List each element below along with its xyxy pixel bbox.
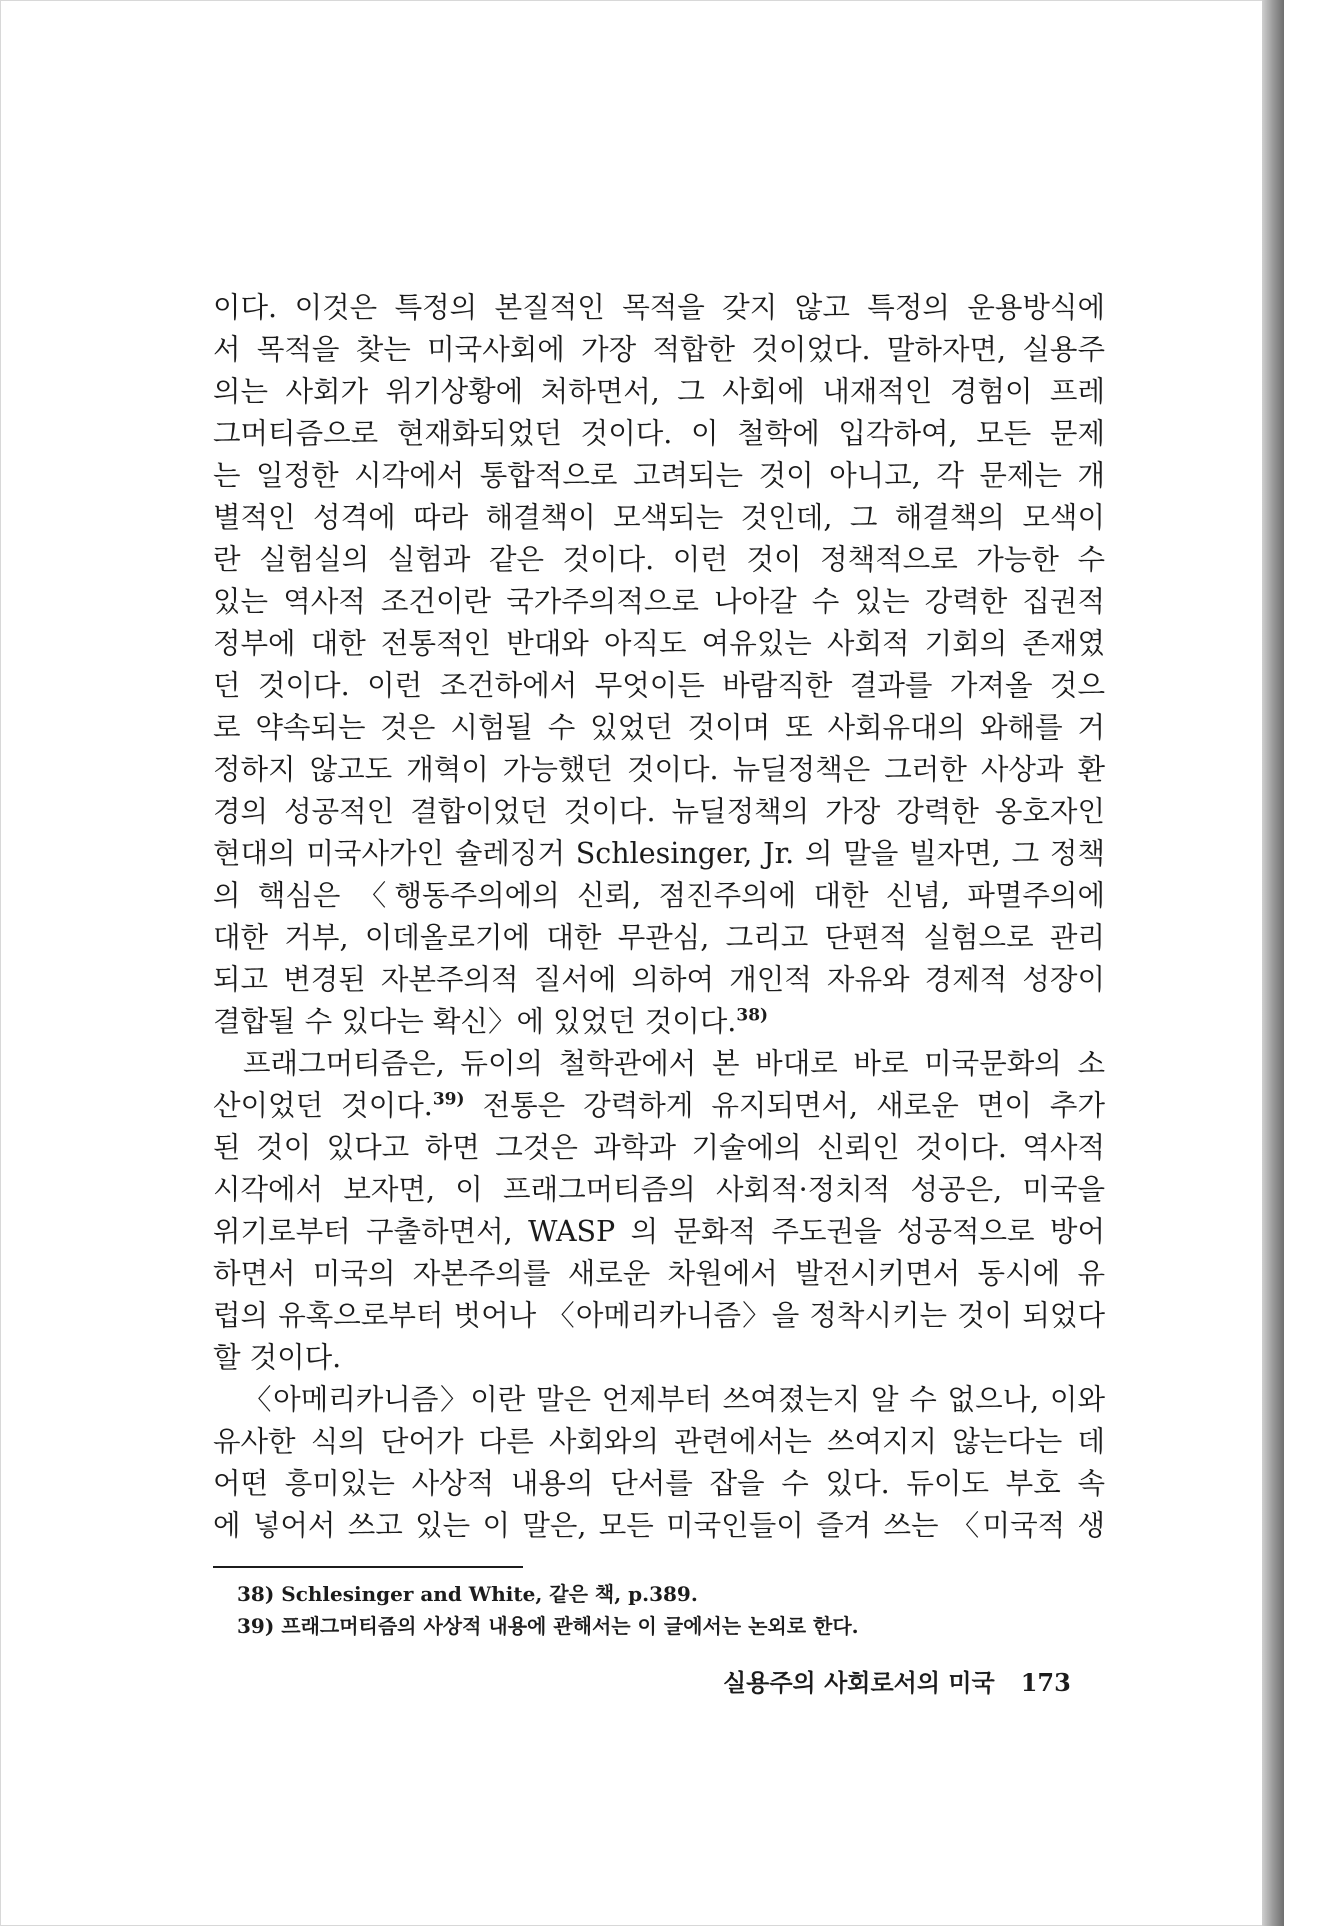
page-edge-shadow: [1262, 0, 1284, 1926]
text-line: 경의 성공적인 결합이었던 것이다. 뉴딜정책의 가장 강력한 옹호자인: [213, 795, 1105, 828]
text-line: 정부에 대한 전통적인 반대와 아직도 여유있는 사회적 기회의 존재였: [213, 627, 1105, 660]
text-line: 대한 거부, 이데올로기에 대한 무관심, 그리고 단편적 실험으로 관리: [213, 921, 1105, 954]
text-line: 프래그머티즘은, 듀이의 철학관에서 본 바대로 바로 미국문화의 소: [243, 1047, 1105, 1080]
text-line: 란 실험실의 실험과 같은 것이다. 이런 것이 정책적으로 가능한 수: [213, 543, 1105, 576]
text-line: 로 약속되는 것은 시험될 수 있었던 것이며 또 사회유대의 와해를 거: [213, 711, 1105, 744]
text-run: 결합될 수 있다는 확신〉에 있었던 것이다.: [213, 1005, 737, 1038]
footnote-38: 38) Schlesinger and White, 같은 책, p.389.: [237, 1582, 698, 1606]
text-line: 던 것이다. 이런 조건하에서 무엇이든 바람직한 결과를 가져올 것으: [213, 669, 1105, 702]
text-line: 그머티즘으로 현재화되었던 것이다. 이 철학에 입각하여, 모든 문제: [213, 417, 1105, 450]
footnote-ref-39[interactable]: 39): [432, 1089, 465, 1110]
text-line: 현대의 미국사가인 슐레징거 Schlesinger, Jr. 의 말을 빌자면, 그 정책: [213, 837, 1105, 870]
text-line: 는 일정한 시각에서 통합적으로 고려되는 것이 아니고, 각 문제는 개: [213, 459, 1105, 492]
text-run: 전통은 강력하게 유지되면서, 새로운 면이 추가: [464, 1089, 1105, 1122]
text-run: 산이었던 것이다.: [213, 1089, 433, 1122]
text-line: 하면서 미국의 자본주의를 새로운 차원에서 발전시키면서 동시에 유: [213, 1257, 1105, 1290]
running-footer: [723, 1663, 1071, 1698]
text-line: 정하지 않고도 개혁이 가능했던 것이다. 뉴딜정책은 그러한 사상과 환: [213, 753, 1105, 786]
text-line: [213, 1085, 1105, 1127]
running-title: 실용주의 사회로서의 미국: [723, 1668, 995, 1697]
text-line: 럽의 유혹으로부터 벗어나 〈아메리카니즘〉을 정착시키는 것이 되었다: [213, 1299, 1105, 1332]
footnotes: [237, 1578, 1097, 1642]
text-line: 이다. 이것은 특정의 본질적인 목적을 갖지 않고 특정의 운용방식에: [213, 291, 1105, 324]
text-line: 의는 사회가 위기상황에 처하면서, 그 사회에 내재적인 경험이 프레: [213, 375, 1105, 408]
text-line: 어떤 흥미있는 사상적 내용의 단서를 잡을 수 있다. 듀이도 부호 속: [213, 1467, 1105, 1500]
text-line: 시각에서 보자면, 이 프래그머티즘의 사회적·정치적 성공은, 미국을: [213, 1173, 1105, 1206]
text-line: 되고 변경된 자본주의적 질서에 의하여 개인적 자유와 경제적 성장이: [213, 963, 1105, 996]
page-number: 173: [1020, 1668, 1071, 1697]
text-line: 유사한 식의 단어가 다른 사회와의 관련에서는 쓰여지지 않는다는 데: [213, 1425, 1105, 1458]
text-line: 〈아메리카니즘〉이란 말은 언제부터 쓰여졌는지 알 수 없으나, 이와: [243, 1383, 1105, 1416]
right-margin: [1284, 0, 1324, 1926]
footnote-39: 39) 프래그머티즘의 사상적 내용에 관해서는 이 글에서는 논외로 한다.: [237, 1614, 859, 1638]
text-line: 서 목적을 찾는 미국사회에 가장 적합한 것이었다. 말하자면, 실용주: [213, 333, 1105, 366]
body-text: [213, 287, 1105, 1547]
text-line: 있는 역사적 조건이란 국가주의적으로 나아갈 수 있는 강력한 집권적: [213, 585, 1105, 618]
text-line: 별적인 성격에 따라 해결책이 모색되는 것인데, 그 해결책의 모색이: [213, 501, 1105, 534]
text-line: 된 것이 있다고 하면 그것은 과학과 기술에의 신뢰인 것이다. 역사적: [213, 1131, 1105, 1164]
text-line: 위기로부터 구출하면서, WASP 의 문화적 주도권을 성공적으로 방어: [213, 1215, 1105, 1248]
footnote-divider: [213, 1566, 523, 1568]
text-line: [213, 1001, 1105, 1043]
footnote-ref-38[interactable]: 38): [736, 1005, 769, 1026]
text-line: 할 것이다.: [213, 1341, 342, 1374]
text-line: 에 넣어서 쓰고 있는 이 말은, 모든 미국인들이 즐겨 쓰는 〈미국적 생: [213, 1509, 1105, 1542]
text-line: 의 핵심은 〈행동주의에의 신뢰, 점진주의에 대한 신념, 파멸주의에: [213, 879, 1105, 912]
